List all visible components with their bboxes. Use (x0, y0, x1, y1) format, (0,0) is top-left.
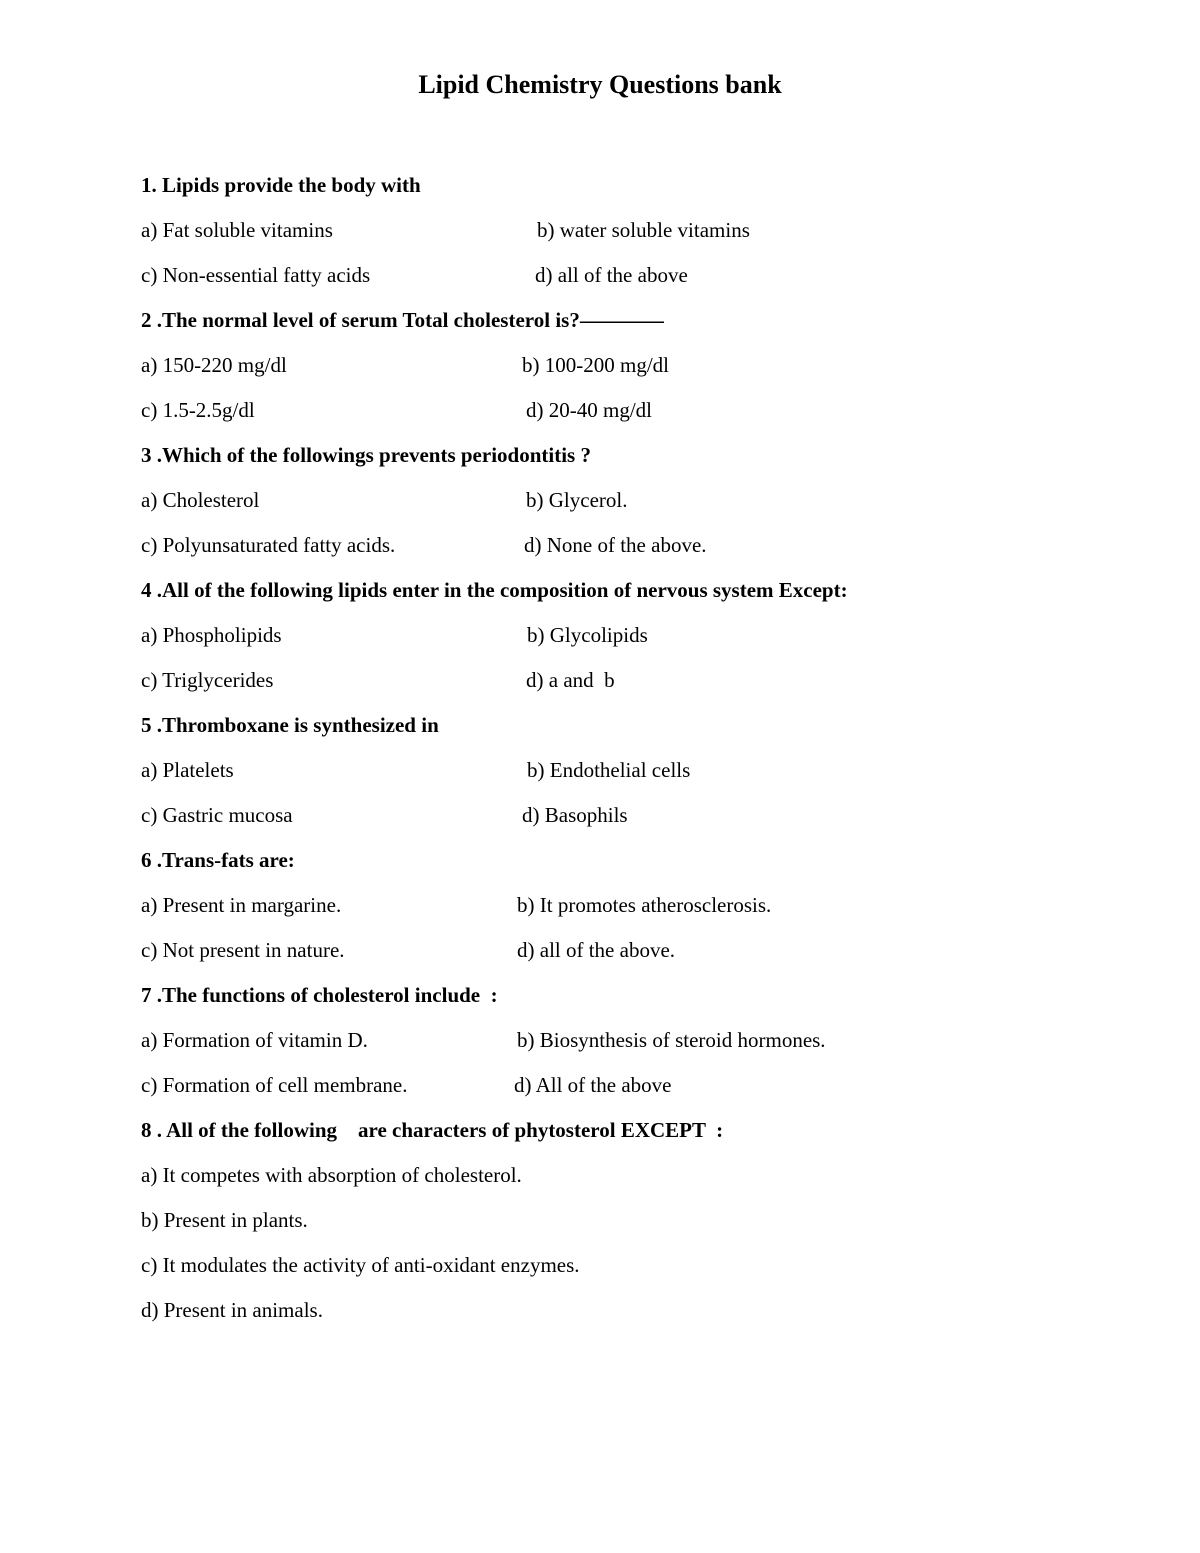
question-1-options-row-2 (141, 256, 1141, 301)
question-4-stem: 4 .All of the following lipids enter in the composition of nervous system Except: (141, 578, 848, 602)
option-3a: a) Cholesterol (141, 488, 260, 512)
question-4-options-row-1 (141, 616, 1141, 661)
question-5-options-row-2 (141, 796, 1141, 841)
question-1-options-row-1 (141, 211, 1141, 256)
option-8d: d) Present in animals. (141, 1298, 323, 1322)
option-5a: a) Platelets (141, 758, 234, 782)
option-1b: b) water soluble vitamins (537, 218, 750, 242)
question-5-options-row-1 (141, 751, 1141, 796)
option-4d: d) a and b (526, 668, 615, 692)
question-2-stem: 2 .The normal level of serum Total cholesterol is?———— (141, 308, 664, 332)
question-8-stem: 8 . All of the following are characters of phytosterol EXCEPT : (141, 1118, 724, 1142)
option-4b: b) Glycolipids (527, 623, 648, 647)
option-2a: a) 150-220 mg/dl (141, 353, 287, 377)
question-6-stem: 6 .Trans-fats are: (141, 848, 295, 872)
option-5c: c) Gastric mucosa (141, 803, 293, 827)
question-7-stem: 7 .The functions of cholesterol include : (141, 983, 498, 1007)
option-5d: d) Basophils (522, 803, 628, 827)
option-4a: a) Phospholipids (141, 623, 282, 647)
question-3-stem: 3 .Which of the followings prevents periodontitis ? (141, 443, 591, 467)
option-1a: a) Fat soluble vitamins (141, 218, 333, 242)
option-5b: b) Endothelial cells (527, 758, 691, 782)
option-4c: c) Triglycerides (141, 668, 274, 692)
option-2c: c) 1.5-2.5g/dl (141, 398, 255, 422)
option-8c: c) It modulates the activity of anti-oxidant enzymes. (141, 1253, 580, 1277)
option-6c: c) Not present in nature. (141, 938, 345, 962)
question-2-options-row-1 (141, 346, 1141, 391)
option-8b: b) Present in plants. (141, 1208, 308, 1232)
option-6d: d) all of the above. (517, 938, 676, 962)
question-4-options-row-2 (141, 661, 1141, 706)
question-2-options-row-2 (141, 391, 1141, 436)
question-7-options-row-1 (141, 1021, 1141, 1066)
option-3c: c) Polyunsaturated fatty acids. (141, 533, 396, 557)
question-5-stem: 5 .Thromboxane is synthesized in (141, 713, 439, 737)
option-7c: c) Formation of cell membrane. (141, 1073, 408, 1097)
option-7b: b) Biosynthesis of steroid hormones. (517, 1028, 826, 1052)
option-6b: b) It promotes atherosclerosis. (517, 893, 772, 917)
option-7d: d) All of the above (514, 1073, 672, 1097)
option-7a: a) Formation of vitamin D. (141, 1028, 368, 1052)
question-6-options-row-2 (141, 931, 1141, 976)
option-3b: b) Glycerol. (526, 488, 628, 512)
page-title: Lipid Chemistry Questions bank (418, 70, 782, 99)
option-8a: a) It competes with absorption of cholesterol. (141, 1163, 522, 1187)
option-3d: d) None of the above. (524, 533, 707, 557)
option-6a: a) Present in margarine. (141, 893, 342, 917)
option-2b: b) 100-200 mg/dl (522, 353, 669, 377)
option-1d: d) all of the above (535, 263, 688, 287)
question-3-options-row-2 (141, 526, 1141, 571)
option-1c: c) Non-essential fatty acids (141, 263, 371, 287)
question-list (141, 166, 1141, 1336)
question-6-options-row-1 (141, 886, 1141, 931)
question-3-options-row-1 (141, 481, 1141, 526)
question-1-stem: 1. Lipids provide the body with (141, 173, 421, 197)
question-7-options-row-2 (141, 1066, 1141, 1111)
option-2d: d) 20-40 mg/dl (526, 398, 652, 422)
